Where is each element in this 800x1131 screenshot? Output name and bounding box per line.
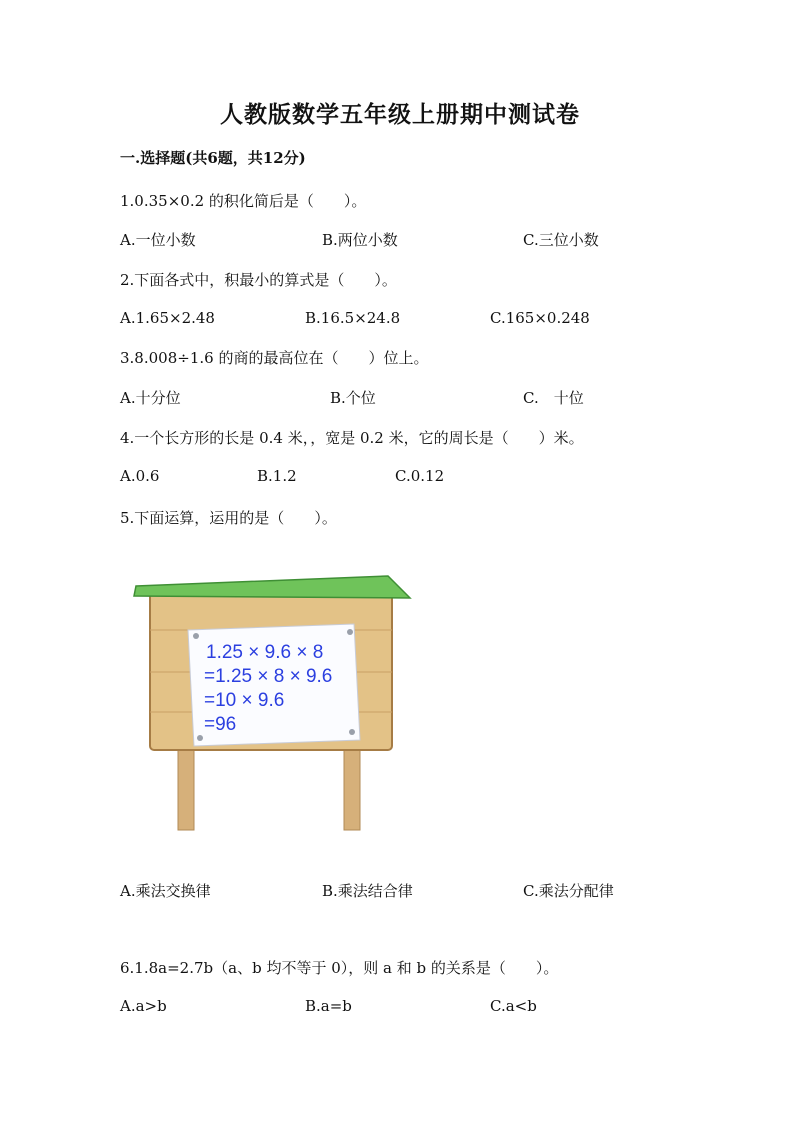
equation-line-1: 1.25 × 9.6 × 8 xyxy=(206,642,324,663)
signboard-illustration xyxy=(128,568,414,834)
page-title: 人教版数学五年级上册期中测试卷 xyxy=(220,101,580,128)
question-5-option-c: C.乘法分配律 xyxy=(523,882,614,900)
pin-icon xyxy=(349,729,355,735)
question-3-stem: 3.8.008÷1.6 的商的最高位在（ ）位上。 xyxy=(120,349,429,367)
left-post xyxy=(178,738,194,830)
question-5-option-b: B.乘法结合律 xyxy=(322,882,413,900)
green-roof xyxy=(134,576,410,598)
question-1-option-c: C.三位小数 xyxy=(523,231,599,249)
question-2-stem: 2.下面各式中，积最小的算式是（ ）。 xyxy=(120,271,397,289)
equation-line-4: =96 xyxy=(204,714,237,735)
question-4-option-b: B.1.2 xyxy=(257,467,297,485)
question-1-option-a: A.一位小数 xyxy=(120,231,196,249)
question-5-option-a: A.乘法交换律 xyxy=(120,882,211,900)
question-4-stem: 4.一个长方形的长是 0.4 米，，宽是 0.2 米，它的周长是（ ）米。 xyxy=(120,429,584,447)
question-6-stem: 6.1.8a=2.7b（a、b 均不等于 0），则 a 和 b 的关系是（ ）。 xyxy=(120,959,559,977)
question-2-option-b: B.16.5×24.8 xyxy=(305,309,401,327)
question-2-option-c: C.165×0.248 xyxy=(490,309,590,327)
right-post xyxy=(344,738,360,830)
question-2-option-a: A.1.65×2.48 xyxy=(120,309,215,327)
equation-line-3: =10 × 9.6 xyxy=(204,690,285,711)
question-6-option-b: B.a=b xyxy=(305,997,352,1015)
question-4-option-c: C.0.12 xyxy=(395,467,445,485)
question-3-option-c: C. 十位 xyxy=(523,389,584,407)
pin-icon xyxy=(347,629,353,635)
question-3-option-b: B.个位 xyxy=(330,389,376,407)
pin-icon xyxy=(193,633,199,639)
pin-icon xyxy=(197,735,203,741)
section-heading: 一.选择题(共6题，共12分) xyxy=(120,149,306,167)
question-3-option-a: A.十分位 xyxy=(120,389,181,407)
question-1-stem: 1.0.35×0.2 的积化简后是（ ）。 xyxy=(120,192,367,210)
question-1-option-b: B.两位小数 xyxy=(322,231,398,249)
question-6-option-c: C.a<b xyxy=(490,997,537,1015)
question-4-option-a: A.0.6 xyxy=(120,467,160,485)
equation-line-2: =1.25 × 8 × 9.6 xyxy=(204,666,333,687)
question-5-stem: 5.下面运算，运用的是（ ）。 xyxy=(120,509,337,527)
question-6-option-a: A.a>b xyxy=(120,997,167,1015)
